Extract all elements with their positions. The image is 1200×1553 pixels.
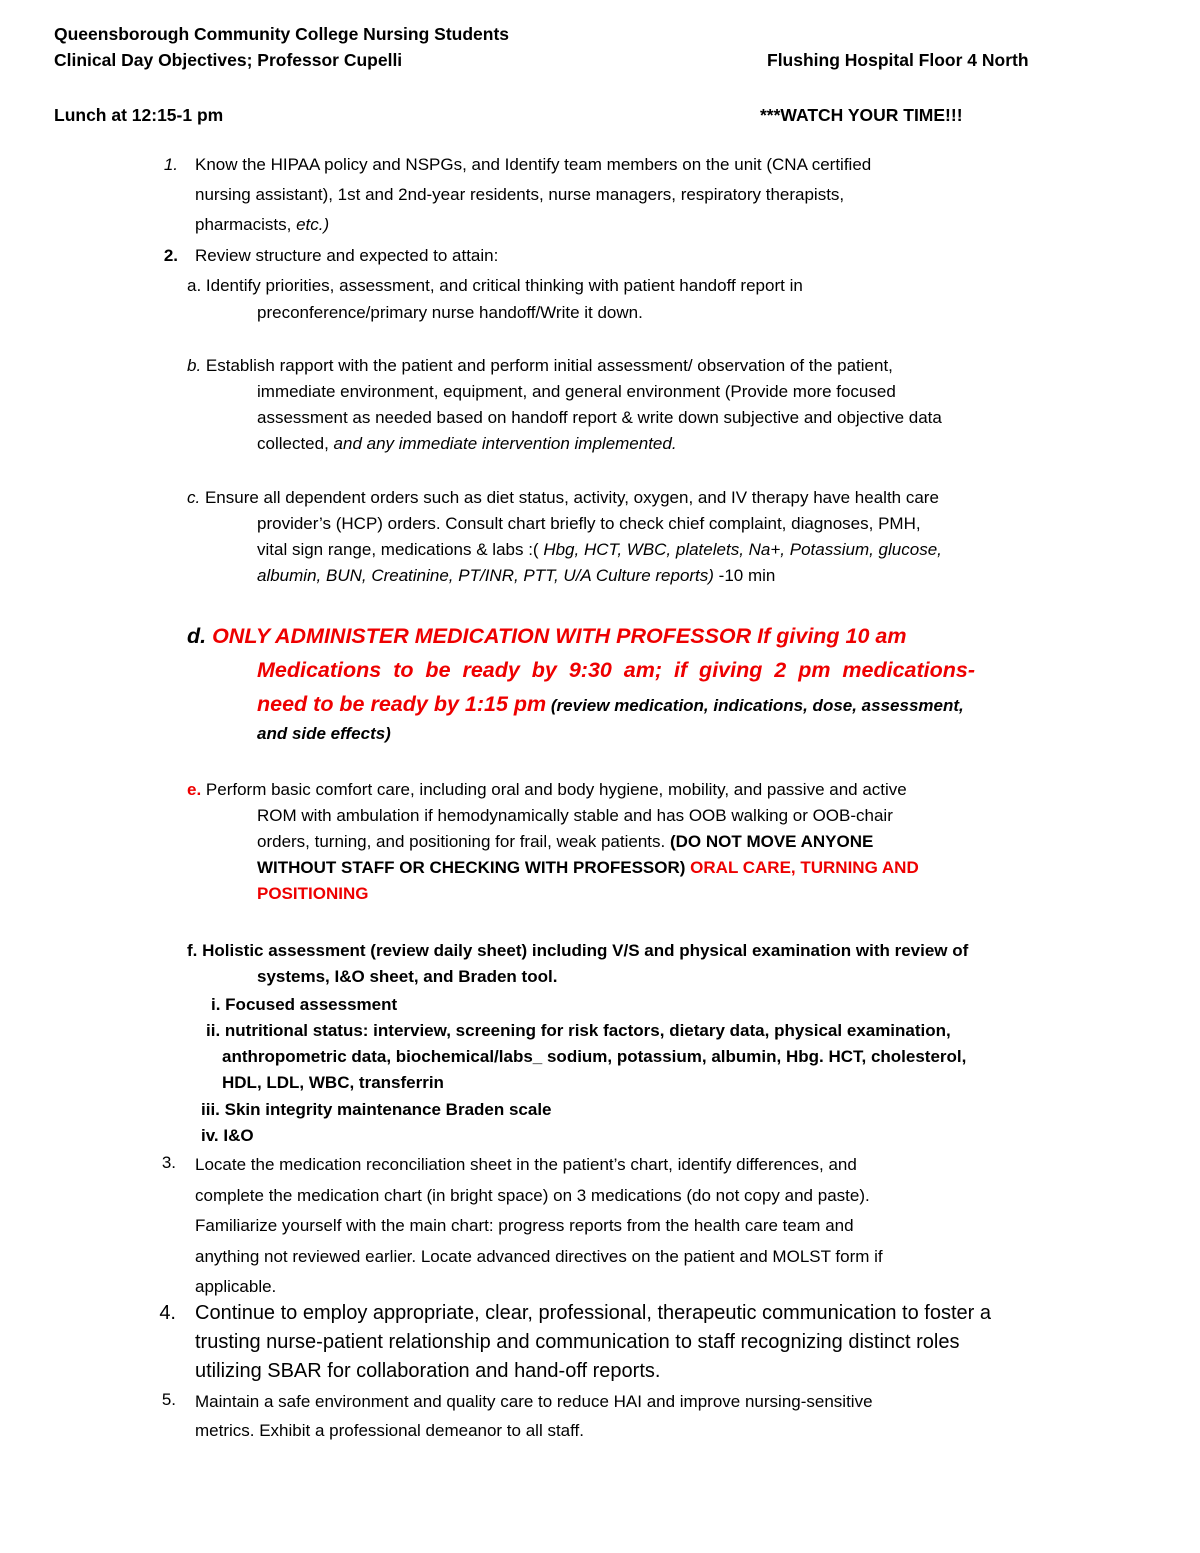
item-5-number: 5.	[161, 1390, 176, 1409]
header-location: Flushing Hospital Floor 4 North	[767, 50, 1029, 70]
item-3-number: 3.	[161, 1153, 176, 1172]
subitem-e-red: ORAL CARE, TURNING AND	[685, 858, 919, 877]
subitem-b-line: collected,	[257, 434, 334, 453]
subitem-e	[187, 777, 919, 907]
subitem-c-time: -10 min	[713, 566, 776, 585]
subitem-b-line: Establish rapport with the patient and perform initial assessment/ observation of the patient,	[201, 356, 893, 375]
subitem-e-line: orders, turning, and positioning for frail, weak patients.	[257, 832, 670, 851]
subitem-c-line: vital sign range, medications & labs :(	[257, 540, 544, 559]
subitem-f-ii: ii. nutritional status: interview, screening for risk factors, dietary data, physical examination,	[206, 1021, 951, 1040]
item-1-line: pharmacists,	[195, 215, 297, 234]
subitem-f-ii-line: anthropometric data, biochemical/labs_ sodium, potassium, albumin, Hbg. HCT, cholesterol,	[222, 1047, 967, 1066]
subitem-f-iii: iii. Skin integrity maintenance Braden scale	[201, 1100, 552, 1119]
subitem-c-labs: Hbg, HCT, WBC, platelets, Na+, Potassium, glucose,	[543, 540, 942, 559]
subitem-f-iv: iv. I&O	[201, 1126, 254, 1145]
subitem-c-labs: albumin, BUN, Creatinine, PT/INR, PTT, U/A Culture reports)	[257, 566, 714, 585]
item-5-line: metrics. Exhibit a professional demeanor to all staff.	[195, 1421, 584, 1440]
subitem-c-line: provider’s (HCP) orders. Consult chart briefly to check chief complaint, diagnoses, PMH,	[257, 514, 921, 533]
item-5	[195, 1387, 873, 1445]
item-1-line: Know the HIPAA policy and NSPGs, and Identify team members on the unit (CNA certified	[195, 155, 872, 174]
subitem-b-label: b.	[187, 356, 202, 375]
item-3-line: anything not reviewed earlier. Locate advanced directives on the patient and MOLST form if	[195, 1246, 883, 1266]
item-4-line: Continue to employ appropriate, clear, professional, therapeutic communication to foster a	[195, 1302, 991, 1324]
subitem-e-label: e.	[187, 780, 202, 799]
subitem-f-line: systems, I&O sheet, and Braden tool.	[257, 967, 558, 986]
item-3-line: applicable.	[195, 1277, 277, 1296]
item-1-etc: etc.)	[296, 215, 330, 234]
item-1-number: 1.	[163, 155, 178, 174]
item-2-number: 2.	[163, 246, 178, 265]
item-3-line: Locate the medication reconciliation sheet in the patient’s chart, identify differences, and	[195, 1155, 857, 1174]
subitem-d-label: d.	[187, 624, 207, 648]
subitem-d	[187, 619, 975, 747]
subitem-d-note: (review medication, indications, dose, assessment,	[546, 696, 964, 715]
subitem-e-warning: (DO NOT MOVE ANYONE	[669, 832, 874, 851]
header-college: Queensborough Community College Nursing Students	[54, 24, 510, 44]
subitem-f	[187, 938, 968, 990]
subitem-c-label: c.	[187, 488, 201, 507]
subitem-e-line: ROM with ambulation if hemodynamically stable and has OOB walking or OOB-chair	[257, 806, 893, 825]
item-4-line: utilizing SBAR for collaboration and hand-off reports.	[195, 1360, 661, 1382]
subitem-d-line: ONLY ADMINISTER MEDICATION WITH PROFESSOR If giving 10 am	[206, 624, 907, 648]
item-3	[195, 1150, 883, 1303]
item-4-number: 4.	[159, 1302, 176, 1324]
subitem-b-line: assessment as needed based on handoff report & write down subjective and objective data	[257, 408, 942, 427]
header-lunch: Lunch at 12:15-1 pm	[54, 105, 224, 125]
item-4-line: trusting nurse-patient relationship and communication to staff recognizing distinct roles	[195, 1331, 960, 1353]
item-2: Review structure and expected to attain:	[195, 246, 499, 265]
subitem-d-line: need to be ready by 1:15 pm	[257, 692, 547, 716]
subitem-c	[187, 485, 942, 589]
subitem-b-italic: and any immediate intervention implemented.	[333, 434, 677, 453]
subitem-f-line: f. Holistic assessment (review daily sheet) including V/S and physical examination with review of	[187, 941, 969, 960]
subitem-a-line: Identify priorities, assessment, and critical thinking with patient handoff report in	[201, 276, 803, 295]
subitem-a-line: preconference/primary nurse handoff/Write it down.	[257, 303, 643, 322]
item-1	[195, 152, 871, 238]
subitem-e-red: POSITIONING	[257, 884, 369, 903]
header-objectives: Clinical Day Objectives; Professor Cupelli	[54, 50, 403, 70]
subitem-b	[187, 353, 942, 457]
subitem-d-note: and side effects)	[257, 724, 391, 743]
subitem-b-line: immediate environment, equipment, and general environment (Provide more focused	[257, 382, 896, 401]
subitem-e-warning: WITHOUT STAFF OR CHECKING WITH PROFESSOR)	[257, 858, 686, 877]
item-4	[195, 1299, 991, 1386]
item-1-line: nursing assistant), 1st and 2nd-year residents, nurse managers, respiratory therapists,	[195, 185, 845, 204]
header-watch-time: ***WATCH YOUR TIME!!!	[760, 105, 963, 125]
item-3-line: complete the medication chart (in bright space) on 3 medications (do not copy and paste).	[195, 1185, 870, 1205]
subitem-f-i: i. Focused assessment	[211, 995, 398, 1014]
subitem-a	[187, 273, 803, 326]
subitem-a-label: a.	[187, 276, 202, 295]
subitem-c-line: Ensure all dependent orders such as diet status, activity, oxygen, and IV therapy have health care	[200, 488, 939, 507]
subitem-d-line: Medications to be ready by 9:30 am; if giving 2 pm medications-	[257, 658, 976, 682]
subitem-e-line: Perform basic comfort care, including oral and body hygiene, mobility, and passive and active	[201, 780, 907, 799]
item-5-line: Maintain a safe environment and quality care to reduce HAI and improve nursing-sensitive	[195, 1392, 873, 1411]
subitem-f-ii-line: HDL, LDL, WBC, transferrin	[222, 1073, 444, 1092]
item-3-line: Familiarize yourself with the main chart: progress reports from the health care team and	[195, 1216, 854, 1235]
